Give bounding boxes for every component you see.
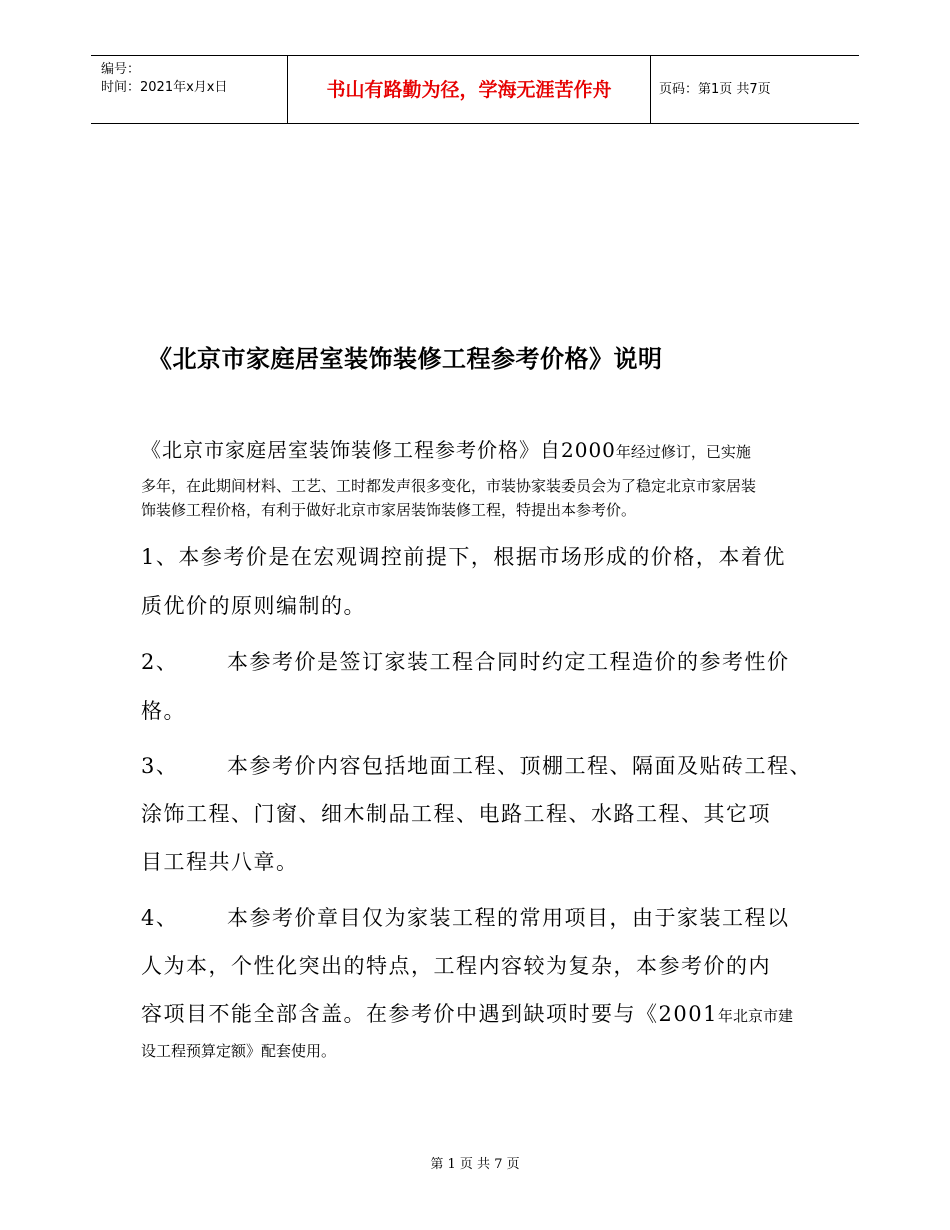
page-header — [91, 55, 859, 124]
item-3-line-3: 目工程共八章。 — [141, 850, 299, 874]
item-2-line-1 — [141, 648, 790, 676]
item-2-line-2: 格。 — [141, 699, 186, 723]
item-1-line-2: 质优价的原则编制的。 — [141, 594, 366, 618]
item-2-text-1: 本参考价是签订家装工程合同时约定工程造价的参考性价 — [227, 650, 790, 674]
item-4-number: 4、 — [141, 906, 179, 930]
intro-line-1-sans: 年经过修订，已实施 — [615, 443, 751, 461]
header-motto-cell — [287, 56, 651, 123]
item-1-line-1: 1、本参考价是在宏观调控前提下，根据市场形成的价格，本着优 — [141, 545, 786, 569]
item-3-number: 3、 — [141, 754, 179, 778]
item-4-text-1: 本参考价章目仅为家装工程的常用项目，由于家装工程以 — [227, 906, 790, 930]
item-4-line-2: 人为本，个性化突出的特点，工程内容较为复杂，本参考价的内 — [141, 954, 771, 978]
item-4-text-3-serif: 容项目不能全部含盖。在参考价中遇到缺项时要与《2001 — [141, 1002, 718, 1026]
document-title: 《北京市家庭居室装饰装修工程参考价格》说明 — [148, 345, 663, 373]
item-4-line-3 — [141, 1000, 793, 1030]
item-2-number: 2、 — [141, 650, 179, 674]
header-meta-cell — [91, 56, 287, 123]
item-3-line-2: 涂饰工程、门窗、细木制品工程、电路工程、水路工程、其它项 — [141, 802, 771, 826]
item-4-line-1 — [141, 904, 790, 932]
time-label: 时间：2021年x月x日 — [101, 80, 228, 95]
intro-line-3: 饰装修工程价格，有利于做好北京市家居装饰装修工程，特提出本参考价。 — [141, 501, 637, 519]
item-3-text-1: 本参考价内容包括地面工程、顶棚工程、隔面及贴砖工程、 — [227, 754, 812, 778]
motto: 书山有路勤为径，学海无涯苦作舟 — [326, 79, 612, 101]
header-page-cell — [649, 56, 859, 123]
item-3-line-1 — [141, 752, 812, 780]
intro-line-2: 多年，在此期间材料、工艺、工时都发声很多变化，市装协家装委员会为了稳定北京市家居装 — [141, 477, 757, 495]
intro-line-1 — [141, 436, 751, 466]
item-4-line-4: 设工程预算定额》配套使用。 — [141, 1042, 337, 1060]
intro-line-1-serif: 《北京市家庭居室装饰装修工程参考价格》自2000 — [141, 438, 616, 462]
serial-label: 编号： — [101, 62, 141, 77]
page-label: 页码：第1页 共7页 — [659, 82, 771, 97]
item-4-text-3-sans: 年北京市建 — [717, 1007, 793, 1025]
page-footer: 第 1 页 共 7 页 — [430, 1157, 520, 1172]
